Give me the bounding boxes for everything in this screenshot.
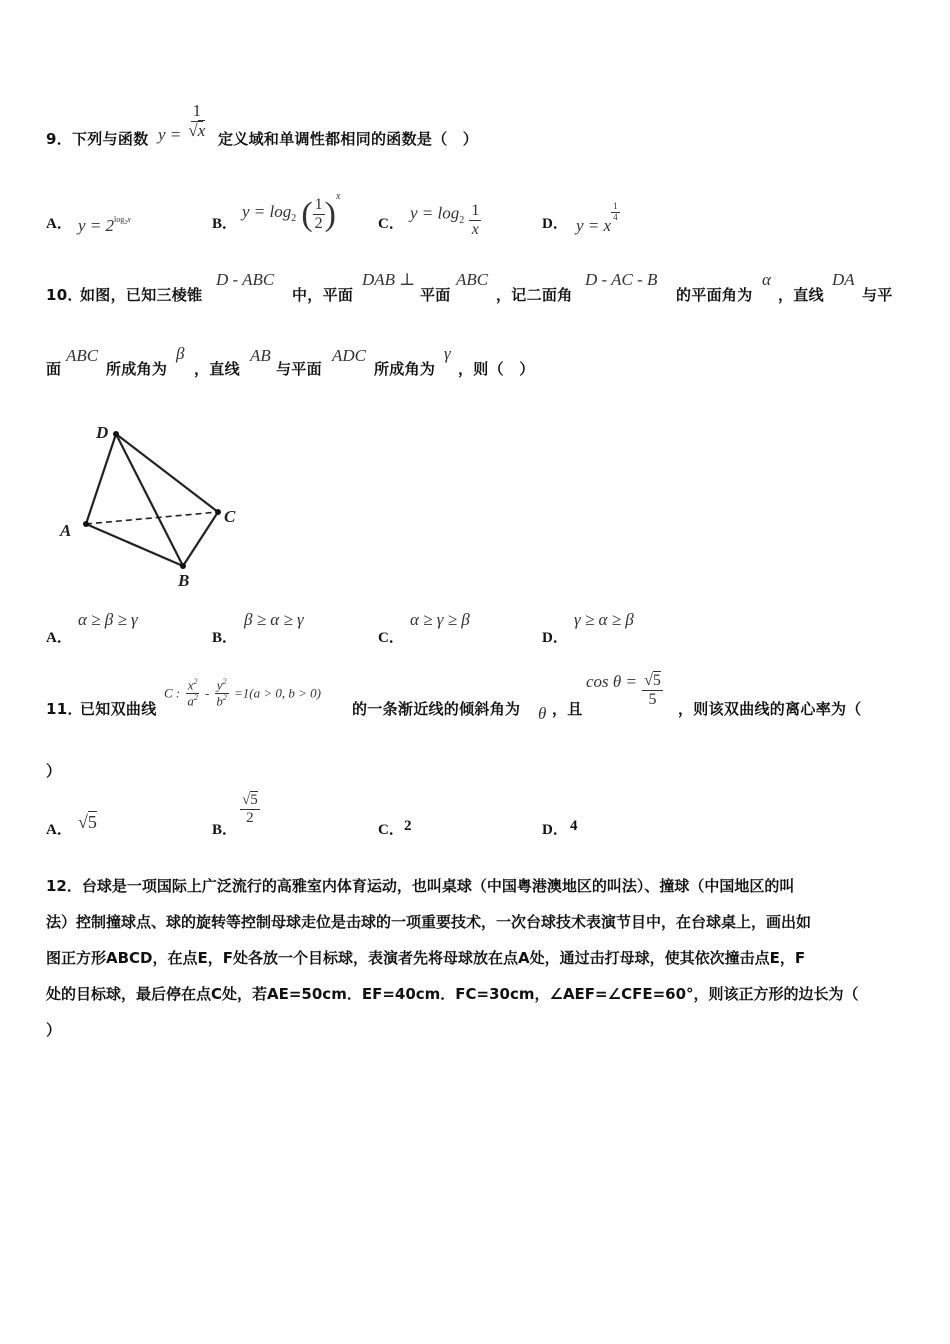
q10-text-5: 的平面角为 — [676, 286, 753, 304]
q10-text-2: 中，平面 — [292, 286, 354, 304]
q11-minus: - — [204, 685, 210, 701]
q11-text-3: ，且 — [552, 700, 583, 718]
q9-option-a-exp-arg: x — [127, 215, 131, 224]
q10-text-13: ，则（ ） — [458, 360, 535, 378]
q11-cos-den: 5 — [648, 690, 657, 708]
q9-option-c — [410, 196, 481, 238]
q11-text-2: 的一条渐近线的倾斜角为 — [352, 700, 521, 718]
q11-text-1: 已知双曲线 — [80, 700, 157, 718]
q10-text-8: 面 — [46, 360, 62, 378]
q9-option-d-exp-num: 1 — [613, 201, 618, 212]
q9-option-b-base: 2 — [291, 213, 297, 224]
q12-line-5: ） — [46, 1021, 62, 1039]
q10-tetrahedron-figure — [50, 418, 250, 588]
q12-line-2: 法）控制撞球点、球的旋转等控制母球走位是击球的一项重要技术，一次台球技术表演节目中，在台球桌上，画出如 — [46, 913, 812, 931]
q9-option-b-fraction — [313, 196, 325, 232]
q11-option-c-label: C． — [378, 822, 404, 838]
q10-option-b-label: B． — [212, 630, 238, 646]
q11-number: 11． — [46, 700, 83, 718]
q9-option-b-exp: x — [336, 191, 341, 202]
q11-text-5: ） — [46, 762, 62, 780]
q11-option-b-label: B． — [212, 822, 238, 838]
q9-option-b-den: 2 — [314, 215, 323, 232]
q9-function-radicand: x — [197, 120, 206, 140]
q9-option-c-math: y = log — [410, 203, 460, 223]
edge-BC — [183, 512, 218, 566]
q9-number: 9． — [46, 130, 73, 148]
label-D: D — [96, 423, 109, 442]
q10-text-9: 所成角为 — [106, 360, 168, 378]
q9-option-b-math: y = log — [242, 202, 292, 221]
q11-y-sq: 2 — [222, 677, 227, 686]
q9-option-c-fraction — [469, 202, 481, 238]
q11-x-sq: 2 — [193, 677, 198, 686]
q9-stem-post: 定义域和单调性都相同的函数是（ ） — [218, 130, 479, 148]
q9-option-b-lparen: ( — [301, 196, 313, 233]
q11-a: a — [187, 692, 194, 708]
q11-text-4: ，则该双曲线的离心率为（ — [678, 700, 862, 718]
q10-math-10: AB — [250, 346, 271, 365]
vertex-D — [113, 431, 119, 437]
q10-text-1: 如图，已知三棱锥 — [80, 286, 203, 304]
q9-option-b — [242, 192, 340, 235]
q12-line-1-text: 台球是一项国际上广泛流行的高雅室内体育运动，也叫桌球（中国粤港澳地区的叫法）、撞球（中国地区的叫 — [81, 877, 795, 895]
q10-math-11: ADC — [332, 346, 366, 365]
q9-option-d-exp — [611, 202, 620, 223]
q9-option-a — [78, 216, 131, 236]
edge-DB — [116, 434, 183, 566]
q11-b: b — [216, 692, 223, 708]
q10-text-11: 与平面 — [276, 360, 322, 378]
vertex-A — [83, 521, 89, 527]
q9-option-a-math: y = 2 — [78, 216, 115, 235]
q9-option-c-num: 1 — [471, 202, 480, 219]
q11-cos-lhs: cos θ = — [586, 671, 637, 691]
q12-line-4: 处的目标球，最后停在点C处，若AE=50cm．EF=40cm．FC=30cm，∠AEF=∠CFE=60°，则该正方形的边长为（ — [46, 985, 859, 1003]
q10-math-1: D - ABC — [216, 270, 275, 289]
q9-function-lhs: y = — [158, 124, 182, 144]
vertex-B — [180, 563, 186, 569]
q11-y-term — [214, 678, 229, 708]
q10-number: 10． — [46, 286, 83, 304]
q11-option-c-value: 2 — [404, 818, 412, 834]
q12-line-1 — [46, 868, 906, 904]
q10-math-2: DAB ⊥ — [362, 270, 416, 289]
q9-option-b-num: 1 — [314, 196, 323, 214]
q9-option-a-label: A． — [46, 216, 72, 232]
q12-line-3: 图正方形ABCD，在点E，F处各放一个目标球，表演者先将母球放在点A处，通过击打母球，使其依次撞击点E，F — [46, 949, 806, 967]
q11-theta: θ — [538, 704, 547, 723]
q10-math-9: β — [176, 344, 185, 363]
q10-text-6: ，直线 — [778, 286, 824, 304]
q11-option-d-value: 4 — [570, 818, 578, 834]
q9-option-d-math: y = x — [576, 216, 612, 235]
q11-option-a: √5 — [78, 812, 97, 832]
q9-option-b-rparen: ) — [324, 196, 336, 233]
q11-cos-fraction: $\frac{√5}{5}$ — [644, 672, 661, 708]
q10-math-3: ABC — [456, 270, 489, 289]
q10-text-3: 平面 — [420, 286, 451, 304]
q11-option-b-num: 5 — [250, 792, 258, 808]
q9-option-d-exp-den: 4 — [613, 212, 618, 222]
vertex-C — [215, 509, 221, 515]
edge-AC-hidden — [86, 512, 218, 524]
q11-option-d-label: D． — [542, 822, 568, 838]
q10-option-d-math: γ ≥ α ≥ β — [574, 610, 634, 629]
q9-option-d-label: D． — [542, 216, 568, 232]
q11-hyperbola-equation — [164, 678, 321, 708]
q10-option-c-label: C． — [378, 630, 404, 646]
q11-a-sq: 2 — [193, 692, 198, 702]
q10-option-c-math: α ≥ γ ≥ β — [410, 610, 470, 629]
q11-option-a-value: 5 — [87, 812, 97, 832]
q10-text-4: ，记二面角 — [496, 286, 573, 304]
q11-option-b — [240, 792, 260, 826]
q11-cos-num: 5 — [652, 672, 661, 689]
q10-text-7: 与平 — [862, 286, 893, 304]
label-B: B — [178, 571, 190, 588]
q10-text-10: ，直线 — [194, 360, 240, 378]
q9-stem-pre: 下列与函数 — [72, 130, 149, 148]
q9-option-d — [576, 201, 620, 235]
q9-option-a-exp-base: 2 — [124, 220, 128, 226]
q9-option-c-label: C． — [378, 216, 404, 232]
q9-option-a-exp: log — [114, 215, 125, 224]
q11-option-b-den: 2 — [246, 809, 254, 826]
q11-cosine — [586, 672, 663, 708]
edge-DA — [86, 434, 116, 524]
q10-math-12: γ — [444, 344, 451, 363]
q11-x: x — [187, 677, 194, 693]
label-C: C — [224, 507, 236, 526]
q10-option-b-math: β ≥ α ≥ γ — [244, 610, 304, 629]
q10-option-d-label: D． — [542, 630, 568, 646]
q10-math-8: ABC — [66, 346, 99, 365]
q11-condition: =1(a > 0, b > 0) — [233, 685, 321, 701]
q10-option-a-label: A． — [46, 630, 72, 646]
q9-option-b-label: B． — [212, 216, 238, 232]
q12-number: 12． — [46, 877, 82, 895]
q12-paragraph — [46, 868, 906, 1048]
q10-text-12: 所成角为 — [374, 360, 436, 378]
q9-option-c-den: x — [471, 220, 479, 238]
edge-DC — [116, 434, 218, 512]
q9-function-numerator: 1 — [192, 101, 202, 120]
q11-b-sq: 2 — [222, 692, 227, 702]
q10-math-5: α — [762, 270, 771, 289]
q9-option-c-base: 2 — [459, 214, 465, 226]
q11-x-term — [185, 678, 200, 708]
q11-option-a-label: A． — [46, 822, 72, 838]
q10-option-a-math: α ≥ β ≥ γ — [78, 610, 138, 629]
q9-function — [158, 101, 207, 144]
label-A: A — [60, 521, 72, 540]
q11-curve-name: C : — [164, 685, 181, 701]
q10-math-4: D - AC - B — [585, 270, 658, 289]
q10-math-6: DA — [832, 270, 855, 289]
q11-option-b-fraction: $\frac{√5}{2}$ — [242, 792, 258, 826]
q11-y: y — [216, 677, 223, 693]
q9-function-denominator: √x — [188, 120, 206, 140]
edge-AB — [86, 524, 183, 566]
q9-function-fraction — [186, 102, 207, 140]
